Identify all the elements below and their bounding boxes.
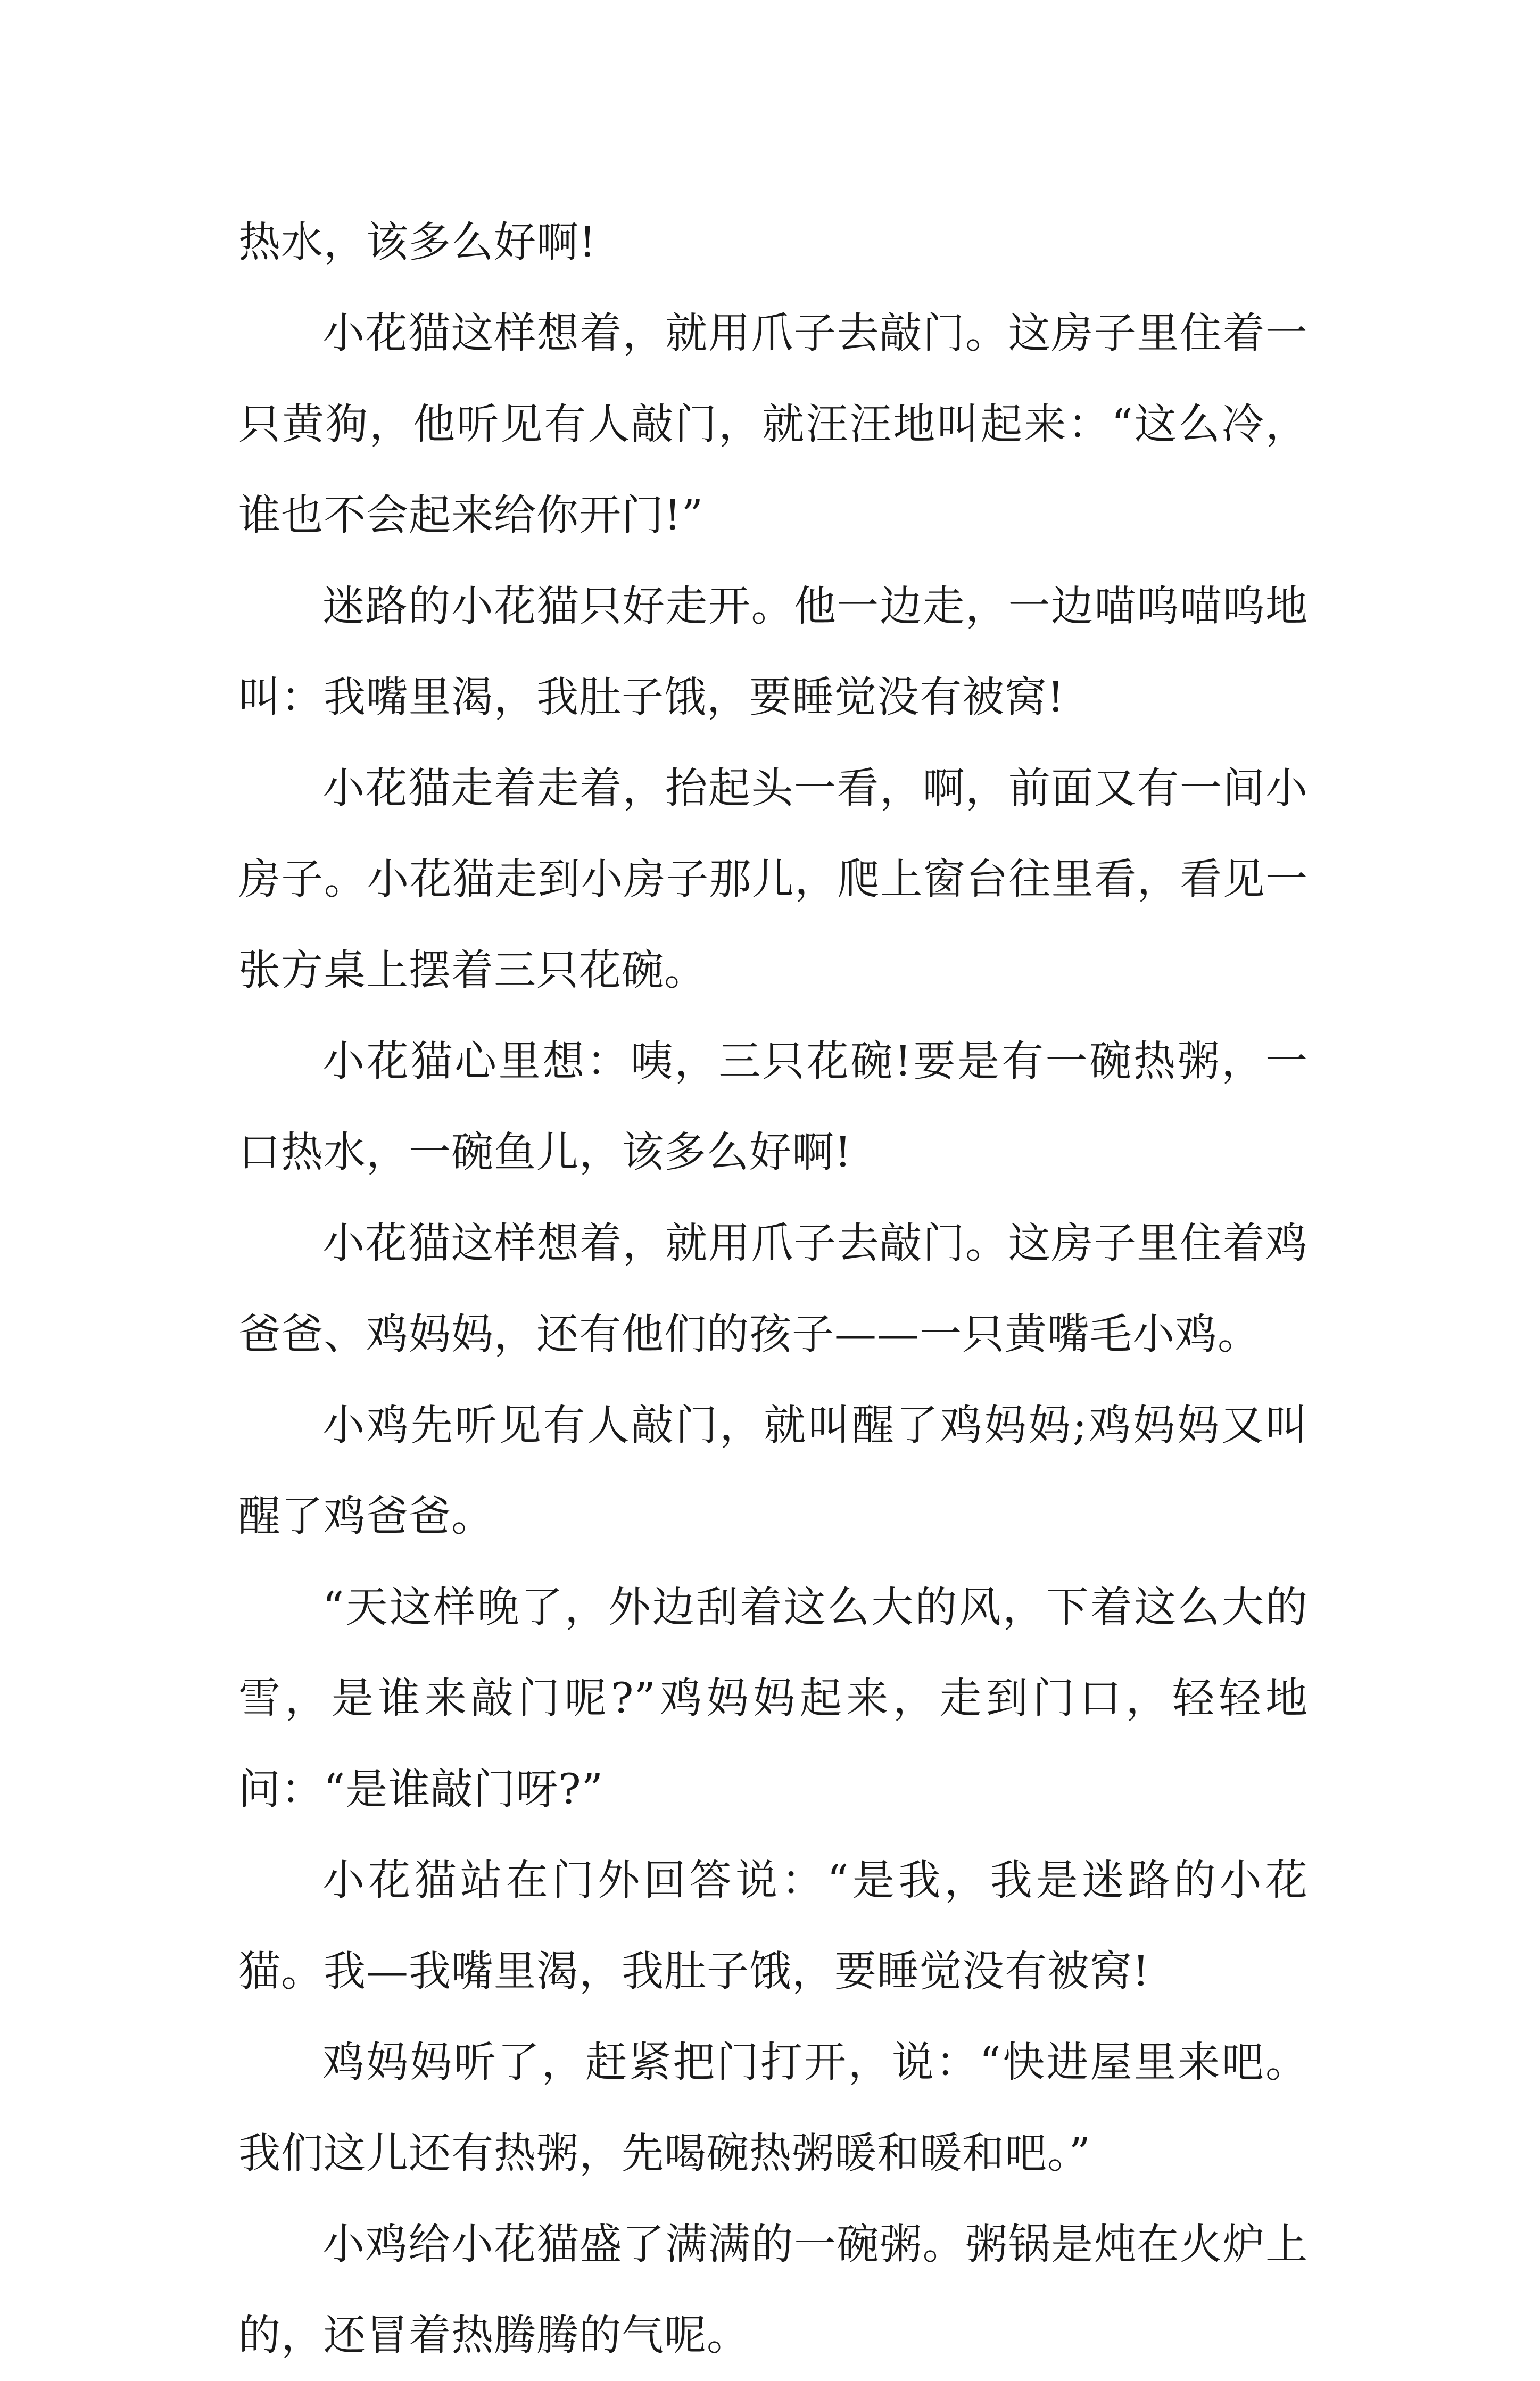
paragraph-11: 小鸡给小花猫盛了满满的一碗粥。粥锅是炖在火炉上的，还冒着热腾腾的气呢。	[238, 2220, 1308, 2360]
paragraph-1: 热水，该多么好啊!	[238, 218, 597, 267]
paragraph-8: “天这样晚了，外边刮着这么大的风，下着这么大的雪，是谁来敲门呢?”鸡妈妈起来，走到门口，轻轻地问：“是谁敲门呀?”	[238, 1583, 1308, 1814]
paragraph-4: 小花猫走着走着，抬起头一看，啊，前面又有一间小房子。小花猫走到小房子那儿，爬上窗台往里看，看见一张方桌上摆着三只花碗。	[238, 764, 1308, 995]
paragraph-6: 小花猫这样想着，就用爪子去敲门。这房子里住着鸡爸爸、鸡妈妈，还有他们的孩子——一只黄嘴毛小鸡。	[238, 1219, 1308, 1359]
paragraph-10: 鸡妈妈听了，赶紧把门打开，说：“快进屋里来吧。我们这儿还有热粥，先喝碗热粥暖和暖和吧。”	[238, 2038, 1308, 2178]
paragraph-9: 小花猫站在门外回答说：“是我，我是迷路的小花猫。我—我嘴里渴，我肚子饿，要睡觉没有被窝!	[238, 1856, 1308, 1996]
story-text	[238, 197, 1308, 2381]
paragraph-5: 小花猫心里想：咦，三只花碗!要是有一碗热粥，一口热水，一碗鱼儿，该多么好啊!	[238, 1037, 1308, 1177]
paragraph-3: 迷路的小花猫只好走开。他一边走，一边喵呜喵呜地叫：我嘴里渴，我肚子饿，要睡觉没有被窝!	[238, 582, 1308, 722]
paragraph-7: 小鸡先听见有人敲门，就叫醒了鸡妈妈;鸡妈妈又叫醒了鸡爸爸。	[238, 1401, 1308, 1541]
paragraph-2: 小花猫这样想着，就用爪子去敲门。这房子里住着一只黄狗，他听见有人敲门，就汪汪地叫起来：“这么冷，谁也不会起来给你开门!”	[238, 309, 1308, 540]
